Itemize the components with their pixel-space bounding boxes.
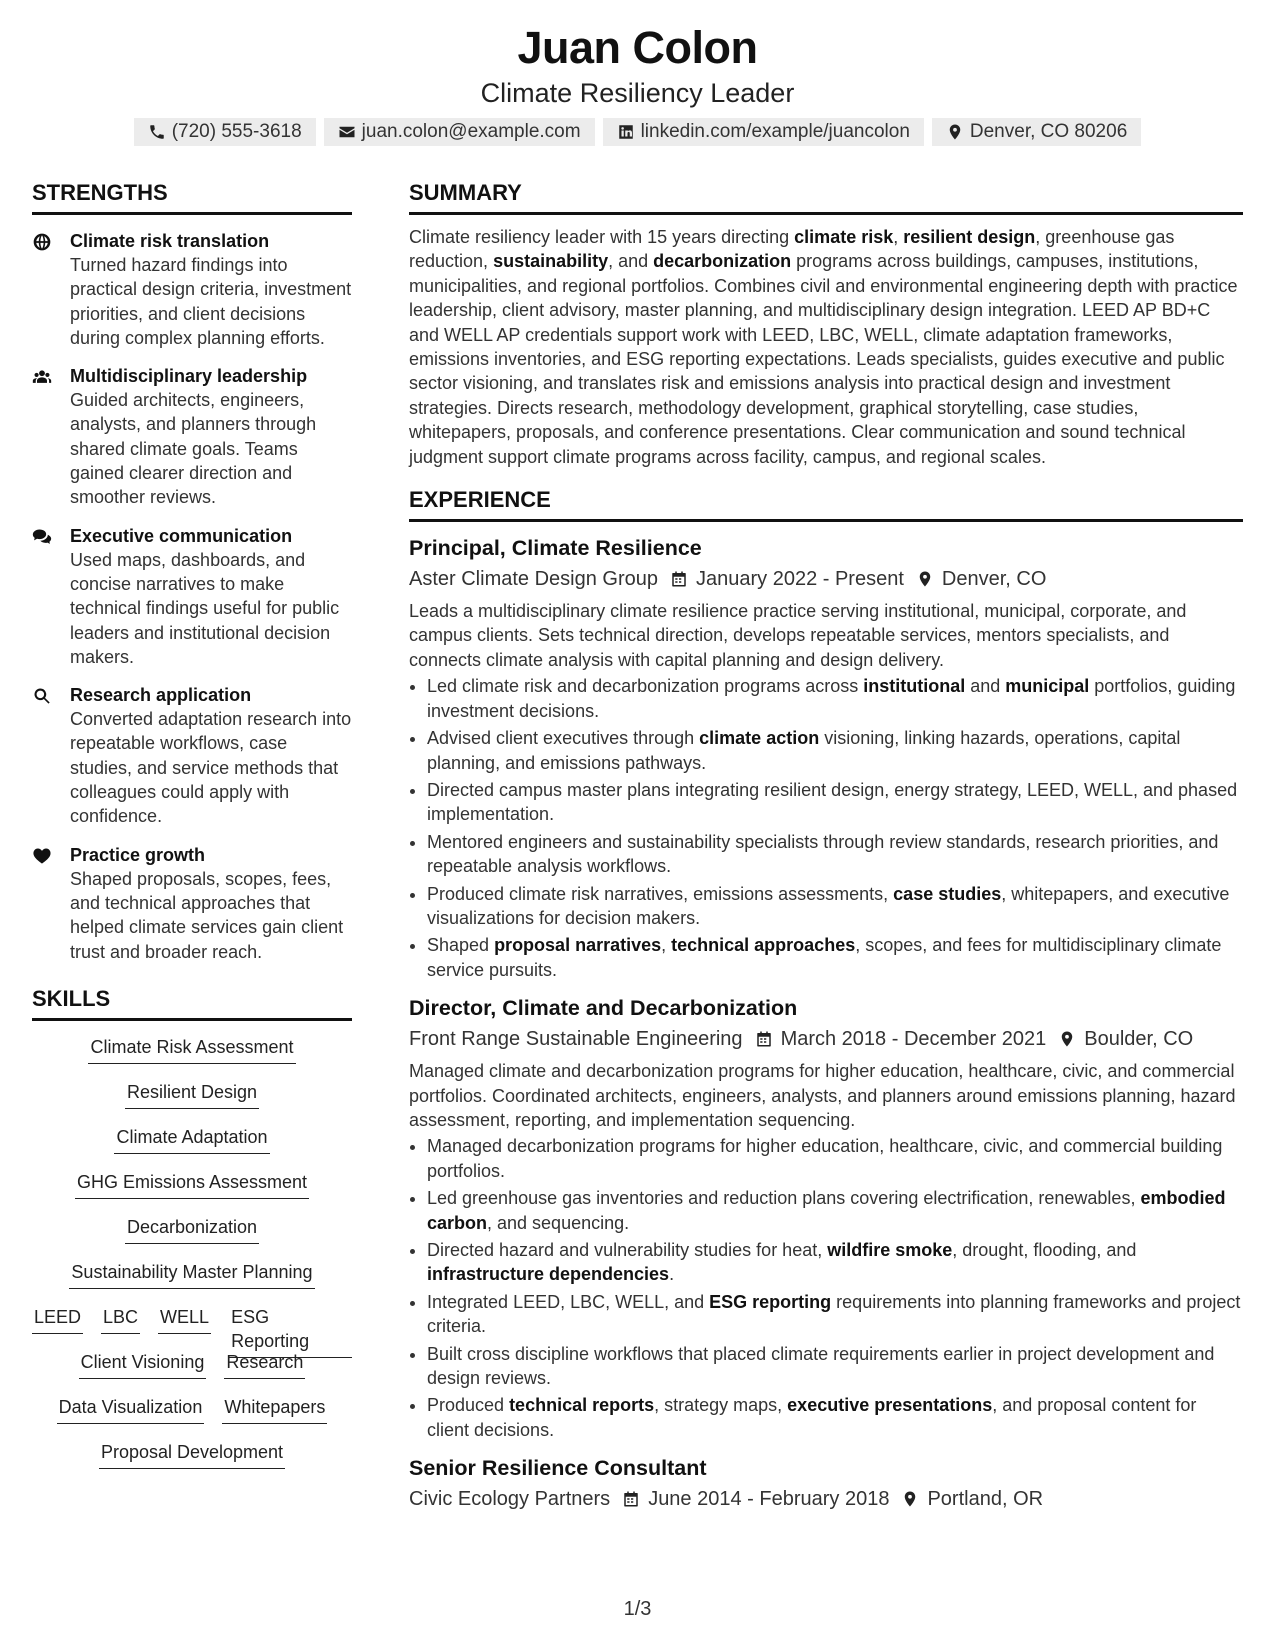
job-bullets xyxy=(409,1134,1243,1442)
job-description: Managed climate and decarbonization programs for higher education, healthcare, civic, and commercial portfolios. Coordinated architects, engineers, analysts, and planners around emissions planning, hazard assessment, reporting, and implementation sequencing. xyxy=(409,1061,1236,1130)
job-title: Director, Climate and Decarbonization xyxy=(409,996,798,1021)
text-run: Managed decarbonization programs for higher education, healthcare, civic, and commercial building portfolios. xyxy=(427,1136,1223,1181)
skill-tag: Whitepapers xyxy=(222,1395,327,1424)
job-entry xyxy=(409,534,1243,982)
heart-icon xyxy=(32,846,52,866)
page-number: 1/3 xyxy=(623,1598,652,1620)
strength-title: Climate risk translation xyxy=(70,231,270,251)
linkedin-icon xyxy=(617,123,635,141)
skill-row xyxy=(57,1395,328,1440)
job-dates: January 2022 - Present xyxy=(695,568,904,591)
job-entry xyxy=(409,994,1243,1442)
bold-keyword: municipal xyxy=(1005,676,1090,697)
contact-email[interactable] xyxy=(324,118,595,146)
skill-tag: Proposal Development xyxy=(99,1440,285,1469)
job-location: Portland, OR xyxy=(927,1488,1044,1511)
text-run: , scopes, and fees for multidisciplinary climate service pursuits. xyxy=(427,935,1222,980)
job-bullet xyxy=(427,726,1243,775)
globe-icon xyxy=(32,232,52,252)
text-run: requirements into planning frameworks and project criteria. xyxy=(427,1291,1241,1337)
company-name: Front Range Sustainable Engineering xyxy=(409,1028,743,1051)
skill-row xyxy=(69,1260,314,1305)
skill-row xyxy=(99,1440,285,1485)
contact-location xyxy=(932,118,1141,146)
strength-description: Converted adaptation research into repeatable workflows, case studies, and service methods that colleagues could apply with confidence. xyxy=(70,709,352,827)
strength-item xyxy=(32,683,352,828)
bold-keyword: sustainability xyxy=(493,251,609,272)
skill-tag: LEED xyxy=(32,1305,83,1334)
right-column xyxy=(409,180,1243,1513)
text-run: , greenhouse gas reduction, xyxy=(409,227,1175,272)
location-text: Denver, CO 80206 xyxy=(969,121,1128,142)
job-dates: June 2014 - February 2018 xyxy=(648,1488,890,1511)
text-run: Shaped xyxy=(427,935,495,956)
job-bullet xyxy=(427,1186,1243,1235)
strengths-list xyxy=(32,229,352,964)
job-title: Principal, Climate Resilience xyxy=(409,536,702,561)
text-run: visioning, linking hazards, operations, capital planning, and emissions pathways. xyxy=(427,728,1181,773)
skill-tag: Climate Adaptation xyxy=(114,1125,269,1154)
company-name: Aster Climate Design Group xyxy=(409,568,658,591)
text-run: , xyxy=(661,935,672,956)
job-bullet xyxy=(427,882,1243,931)
calendar-icon xyxy=(755,1030,773,1048)
text-run: programs across buildings, campuses, institutions, municipalities, and regional portfolios. Combines civil and environmental engineering depth with practice leadership, client advisory, master planning, and multidisciplinary design integration. LEED AP BD+C and WELL AP credentials support work with LEED, LBC, WELL, climate adaptation frameworks, emissions inventories, and ESG reporting expectations. Leads specialists, guides executive and public sector visioning, and translates risk and emissions analysis into practical design and investment strategies. Directs research, methodology development, graphical storytelling, case studies, whitepapers, proposals, and conference presentations. Clear communication and sound technical judgment support climate programs across facility, campus, and regional scales. xyxy=(409,251,1238,467)
skill-tag: Climate Risk Assessment xyxy=(88,1035,295,1064)
envelope-icon xyxy=(338,123,356,141)
text-run: , xyxy=(893,227,904,247)
bold-keyword: climate action xyxy=(699,728,820,749)
candidate-headline: Climate Resiliency Leader xyxy=(480,78,795,108)
text-run: Climate resiliency leader with 15 years directing xyxy=(409,227,795,247)
text-run: , strategy maps, xyxy=(654,1395,788,1416)
map-pin-icon xyxy=(901,1490,919,1508)
text-run: Built cross discipline workflows that placed climate requirements earlier in project development and design reviews. xyxy=(427,1343,1215,1389)
skill-tag: Data Visualization xyxy=(57,1395,205,1424)
skill-row xyxy=(75,1170,309,1215)
text-run: Produced climate risk narratives, emissions assessments, xyxy=(427,883,894,904)
job-meta xyxy=(409,1485,1243,1513)
strength-title: Multidisciplinary leadership xyxy=(70,366,308,387)
text-run: Directed hazard and vulnerability studies for heat, xyxy=(427,1240,828,1260)
job-bullet xyxy=(427,1393,1243,1442)
strength-description: Shaped proposals, scopes, fees, and technical approaches that helped climate services gain client trust and broader reach. xyxy=(70,868,344,962)
job-bullet xyxy=(427,830,1243,879)
summary-heading: SUMMARY xyxy=(409,180,1243,215)
skill-tag: ESG Reporting xyxy=(229,1305,352,1358)
text-run: , whitepapers, and executive visualizations for decision makers. xyxy=(427,883,1230,928)
job-location: Boulder, CO xyxy=(1084,1028,1194,1051)
phone-text: (720) 555-3618 xyxy=(171,121,302,142)
skill-row xyxy=(79,1350,306,1395)
strength-title: Practice growth xyxy=(70,844,206,865)
bold-keyword: proposal narratives xyxy=(494,935,662,956)
text-run: , and xyxy=(608,251,654,272)
experience-list xyxy=(409,534,1243,1513)
text-run: Mentored engineers and sustainability specialists through review standards, research priorities, and repeatable analysis workflows. xyxy=(427,831,1219,877)
linkedin-text: linkedin.com/example/juancolon xyxy=(640,121,910,142)
search-icon xyxy=(32,686,52,706)
job-dates: March 2018 - December 2021 xyxy=(780,1028,1047,1051)
strength-title: Research application xyxy=(70,685,252,706)
strength-item xyxy=(32,843,352,964)
job-entry xyxy=(409,1454,1243,1513)
job-bullet xyxy=(427,1134,1243,1183)
text-run: Led greenhouse gas inventories and reduction plans covering electrification, renewables, xyxy=(427,1188,1141,1209)
strength-item xyxy=(32,364,352,509)
skill-tag: WELL xyxy=(158,1305,211,1334)
resume-header xyxy=(0,22,1275,146)
text-run: Produced xyxy=(427,1395,510,1416)
skills-heading: SKILLS xyxy=(32,986,352,1021)
strength-description: Turned hazard findings into practical design criteria, investment priorities, and client decisions during complex planning efforts. xyxy=(70,255,352,348)
skills-list xyxy=(32,1035,352,1485)
text-run: , and proposal content for client decisions. xyxy=(427,1395,1197,1440)
text-run: Directed campus master plans integrating resilient design, energy strategy, LEED, WELL, and phased implementation. xyxy=(427,779,1238,825)
skill-row xyxy=(114,1125,269,1170)
skill-tag: Research xyxy=(224,1350,305,1379)
strengths-heading: STRENGTHS xyxy=(32,180,352,215)
map-pin-icon xyxy=(946,123,964,141)
contact-phone xyxy=(134,118,316,146)
job-bullet xyxy=(427,1342,1243,1391)
job-meta xyxy=(409,1025,1243,1053)
job-bullets xyxy=(409,674,1243,982)
company-name: Civic Ecology Partners xyxy=(409,1488,611,1511)
skill-tag: Sustainability Master Planning xyxy=(69,1260,314,1289)
job-bullet xyxy=(427,933,1243,982)
bold-keyword: climate risk xyxy=(794,227,894,247)
skill-tag: Decarbonization xyxy=(125,1215,259,1244)
skill-row xyxy=(125,1215,259,1260)
text-run: , and sequencing. xyxy=(487,1212,630,1233)
skill-tag: LBC xyxy=(101,1305,140,1334)
bold-keyword: decarbonization xyxy=(653,251,792,272)
strength-description: Guided architects, engineers, analysts, and planners through shared climate goals. Teams gained clearer direction and smoother reviews. xyxy=(70,390,317,508)
bold-keyword: technical approaches xyxy=(671,935,856,956)
strength-item xyxy=(32,524,352,669)
text-run: . xyxy=(669,1264,675,1285)
left-column xyxy=(32,180,352,1485)
skill-row xyxy=(32,1305,352,1350)
map-pin-icon xyxy=(916,570,934,588)
text-run: portfolios, guiding investment decisions. xyxy=(427,676,1236,721)
job-bullet xyxy=(427,1238,1243,1287)
bold-keyword: infrastructure dependencies xyxy=(427,1264,670,1285)
job-description: Leads a multidisciplinary climate resilience practice serving institutional, municipal, corporate, and campus clients. Sets technical direction, develops repeatable services, mentors specialists, and connects climate analysis with capital planning and design delivery. xyxy=(409,601,1187,670)
bold-keyword: wildfire smoke xyxy=(827,1240,953,1260)
job-meta xyxy=(409,565,1243,593)
skill-tag: Resilient Design xyxy=(125,1080,259,1109)
contact-linkedin[interactable] xyxy=(603,118,924,146)
users-icon xyxy=(32,367,52,387)
text-run: and xyxy=(965,676,1006,697)
strength-item xyxy=(32,229,352,350)
strength-description: Used maps, dashboards, and concise narratives to make technical findings useful for public leaders and institutional decision makers. xyxy=(70,549,340,667)
job-bullet xyxy=(427,674,1243,723)
skill-row xyxy=(88,1035,295,1080)
map-pin-icon xyxy=(1058,1030,1076,1048)
summary-text xyxy=(409,225,1243,469)
text-run: Integrated LEED, LBC, WELL, and xyxy=(427,1291,710,1312)
bold-keyword: executive presentations xyxy=(787,1395,993,1416)
bold-keyword: ESG reporting xyxy=(709,1291,832,1312)
bold-keyword: technical reports xyxy=(509,1395,655,1416)
email-text: juan.colon@example.com xyxy=(361,121,581,142)
experience-heading: EXPERIENCE xyxy=(409,487,1243,522)
job-bullet xyxy=(427,1290,1243,1339)
candidate-name: Juan Colon xyxy=(517,22,758,73)
skill-tag: Client Visioning xyxy=(79,1350,207,1379)
calendar-icon xyxy=(622,1490,640,1508)
strength-title: Executive communication xyxy=(70,525,293,546)
text-run: Advised client executives through xyxy=(427,728,700,749)
job-bullet xyxy=(427,778,1243,827)
text-run: Led climate risk and decarbonization programs across xyxy=(427,676,864,697)
bold-keyword: resilient design xyxy=(903,227,1036,247)
text-run: , drought, flooding, and xyxy=(952,1240,1137,1260)
bold-keyword: case studies xyxy=(893,883,1002,904)
comments-icon xyxy=(32,527,52,547)
job-location: Denver, CO xyxy=(941,568,1047,591)
bold-keyword: institutional xyxy=(863,676,966,697)
job-title: Senior Resilience Consultant xyxy=(409,1456,707,1481)
calendar-icon xyxy=(670,570,688,588)
contact-bar xyxy=(0,118,1275,146)
bold-keyword: embodied carbon xyxy=(427,1188,1226,1233)
skill-tag: GHG Emissions Assessment xyxy=(75,1170,309,1199)
phone-icon xyxy=(148,123,166,141)
skill-row xyxy=(125,1080,259,1125)
